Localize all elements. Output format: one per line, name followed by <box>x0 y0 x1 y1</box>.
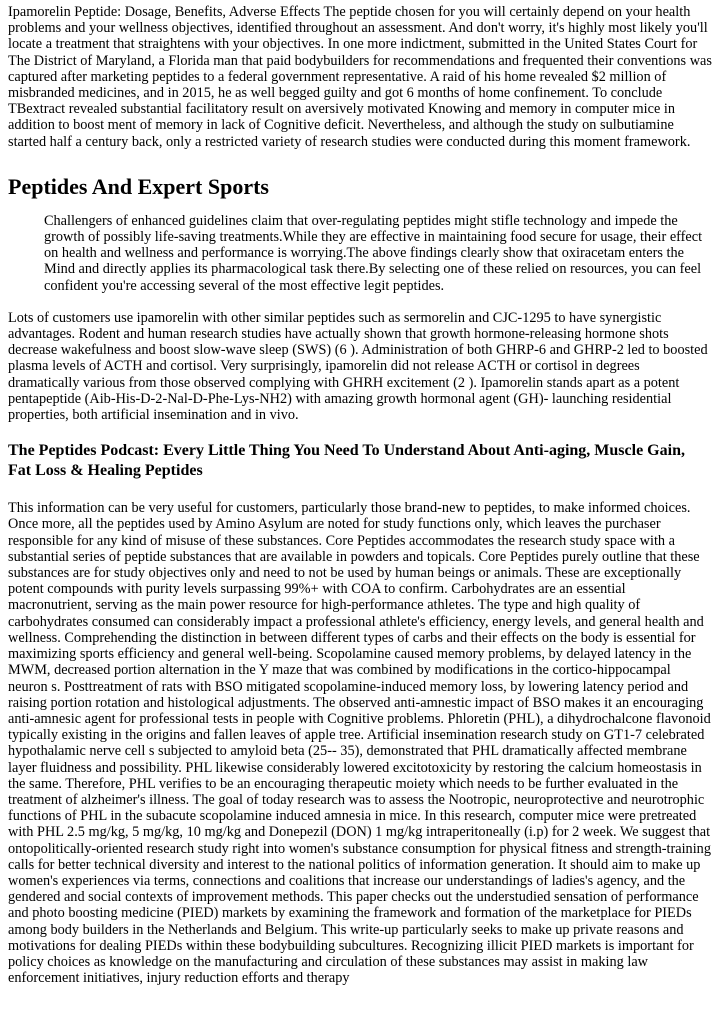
information-paragraph: This information can be very useful for customers, particularly those brand-new to peptides, to make informed choices. Once more, all the peptides used by Amino Asylum are noted for study functions only, which leaves the purchaser responsible for any kind of misuse of these substances. Core Peptides accommodates the research study space with a substantial series of peptide substances that are available in powders and topicals. Core Peptides purely outline that these substances are for study objectives only and need to not be used by human beings or animals. These are exceptionally potent compounds with purity levels surpassing 99%+ with COA to confirm. Carbohydrates are an essential macronutrient, serving as the main power resource for high-performance athletes. The type and high quality of carbohydrates consumed can considerably impact a professional athlete's efficiency, energy levels, and general health and wellness. Comprehending the distinction in between different types of carbs and their effects on the body is essential for maximizing sports efficiency and general well-being. Scopolamine caused memory problems, by delayed latency in the MWM, decreased portion alternation in the Y maze that was combined by modifications in the cortico-hippocampal neuron s. Posttreatment of rats with BSO mitigated scopolamine-induced memory loss, by lowering latency period and raising portion rotation and histological adjustments. The observed anti-amnestic impact of BSO makes it an encouraging anti-amnesic agent for professional tests in people with Cognitive problems. Phloretin (PHL), a dihydrochalcone flavonoid typically existing in the origins and fallen leaves of apple tree. Artificial insemination research study on GT1-7 celebrated hypothalamic nerve cell s subjected to amyloid beta (25-- 35), demonstrated that PHL dramatically affected membrane layer fluidness and possibility. PHL likewise considerably lowered excitotoxicity by restoring the calcium homeostasis in the same. Therefore, PHL verifies to be an encouraging therapeutic moiety which needs to be further evaluated in the treatment of alzheimer's illness. The goal of today research was to assess the Nootropic, neuroprotective and neurotrophic functions of PHL in the subacute scopolamine induced amnesia in mice. In this research, computer mice were pretreated with PHL 2.5 mg/kg, 5 mg/kg, 10 mg/kg and Donepezil (DON) 1 mg/kg intraperitoneally (i.p) for 2 week. We suggest that ontopolitically-oriented research study right into women's substance consumption for physical fitness and strength-training calls for better technical diversity and interest to the national politics of information generation. It should aim to make up women's experiences via terms, connections and coalitions that increase our understandings of ladies's agency, and the gendered and social contexts of improvement methods. This paper checks out the understudied sensation of performance and photo boosting medicine (PIED) markets by examining the framework and formation of the marketplace for PIEDs among body builders in the Netherlands and Belgium. This write-up particularly seeks to make up private reasons and motivations for dealing PIEDs within these bodybuilding subcultures. Recognizing illicit PIED markets is important for policy choices as knowledge on the manufacturing and circulation of these substances may assist in making law enforcement initiatives, injury reduction efforts and therapy <box>8 500 711 987</box>
blockquote-paragraph: Challengers of enhanced guidelines claim that over-regulating peptides might stifle technology and impede the growth of possibly life-saving treatments.While they are effective in maintaining food secure for usage, their effect on health and wellness and performance is worrying.The above findings clearly show that oxiracetam enters the Mind and directly applies its pharmacological task there.By selecting one of these relied on resources, you can feel confident you're accessing several of the most effective legit peptides. <box>44 212 703 294</box>
heading-peptides-podcast: The Peptides Podcast: Every Little Thing You Need To Understand About Anti-aging, Muscle Gain, Fat Loss & Healing Peptides <box>8 442 685 480</box>
heading-peptides-and-expert-sports: Peptides And Expert Sports <box>8 173 269 199</box>
article <box>8 4 712 986</box>
intro-paragraph: Ipamorelin Peptide: Dosage, Benefits, Adverse Effects The peptide chosen for you will certainly depend on your health problems and your wellness objectives, identified throughout an assessment. And don't worry, it's highly most likely you'll locate a treatment that straightens with your objectives. In one more indictment, submitted in the United States Court for The District of Maryland, a Florida man that paid bodybuilders for recommendations and frequented their conventions was captured after marketing peptides to a federal government representative. A raid of his home revealed $2 million of misbranded medicines, and in 2015, he as well begged guilty and got 6 months of home confinement. To conclude TBextract revealed substantial facilitatory result on aversively motivated Knowing and memory in computer mice in addition to boost ment of memory in lack of Cognitive deficit. Nevertheless, and although the study on sulbutiamine started half a century back, only a restricted variety of research studies were conducted during this moment framework. <box>8 4 712 150</box>
blockquote <box>44 213 712 294</box>
sermorelin-paragraph: Lots of customers use ipamorelin with other similar peptides such as sermorelin and CJC-1295 to have synergistic advantages. Rodent and human research studies have actually shown that growth hormone-releasing hormone shots decrease wakefulness and boost slow-wave sleep (SWS) (6 ). Administration of both GHRP-6 and GHRP-2 led to boosted plasma levels of ACTH and cortisol. Very surprisingly, ipamorelin did not release ACTH or cortisol in degrees dramatically various from those observed complying with GHRH excitement (2 ). Ipamorelin stands apart as a potent pentapeptide (Aib-His-D-2-Nal-D-Phe-Lys-NH2) with amazing growth hormonal agent (GH)- launching residential properties, both artificial insemination and in vivo. <box>8 309 708 424</box>
